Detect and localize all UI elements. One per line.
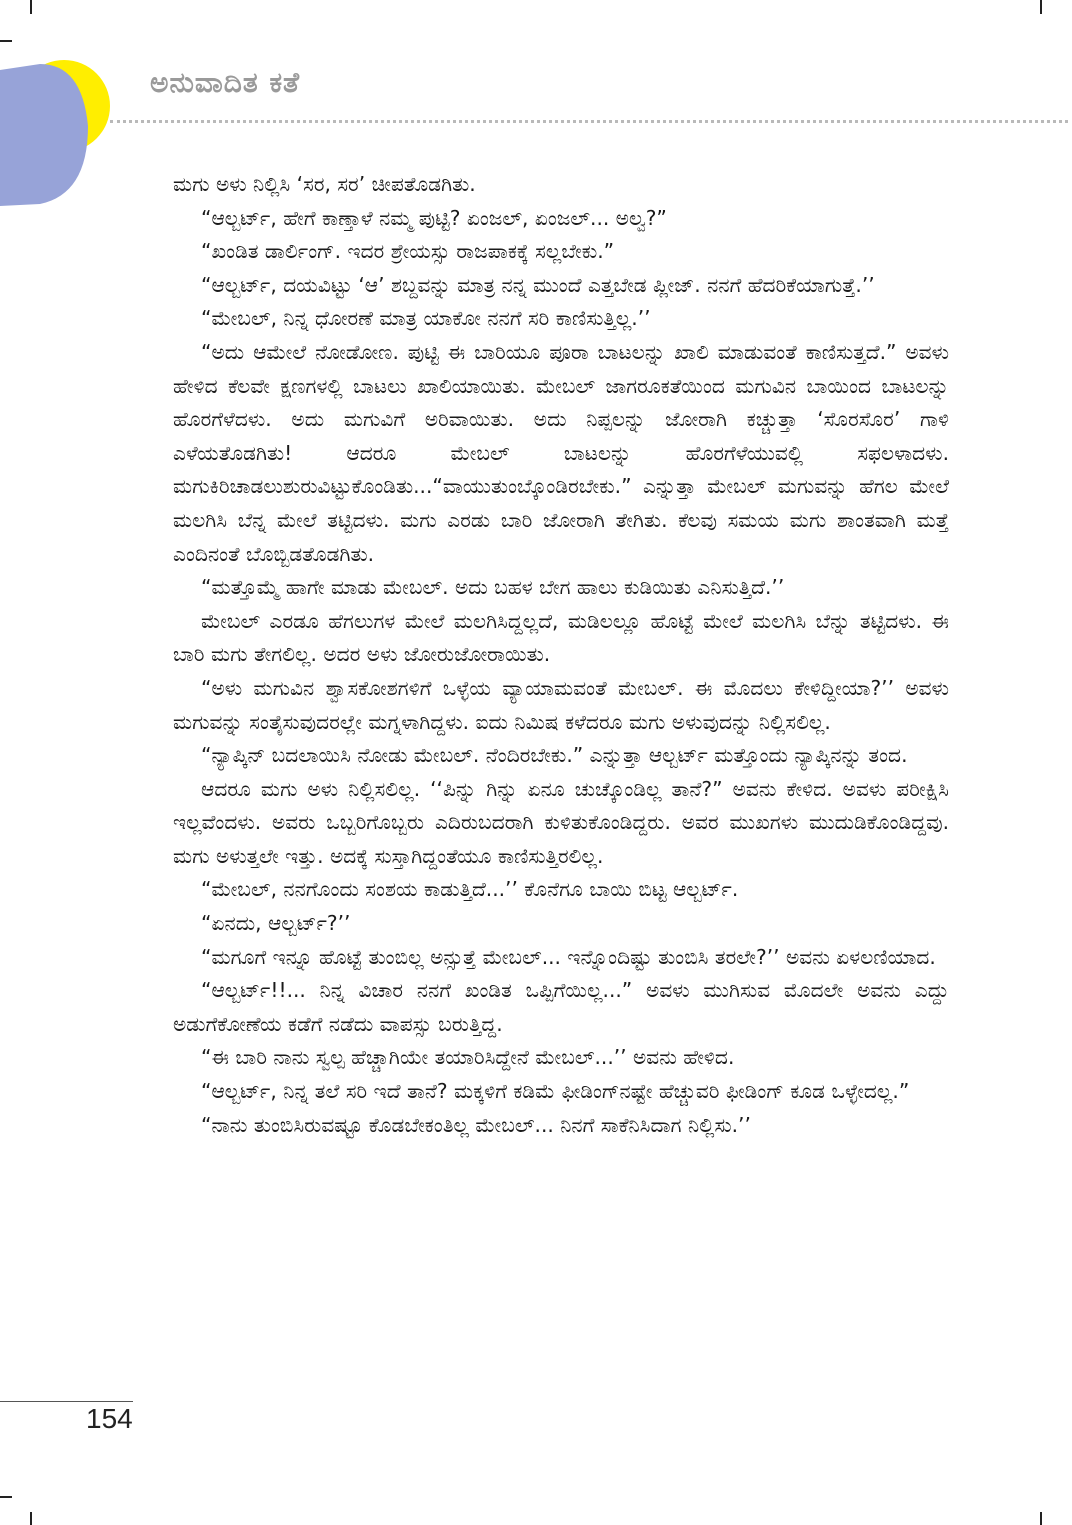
paragraph: “ಏನದು, ಆಲ್ಬರ್ಟ್?’’ xyxy=(201,911,351,936)
crop-mark-left-lower xyxy=(0,1496,12,1498)
paragraph: “ಆಲ್ಬರ್ಟ್!!... ನಿನ್ನ ವಿಚಾರ ನನಗೆ ಖಂಡಿತ ಒಪ್ಪಿಗೆಯಿಲ್ಲ...” ಅವಳು ಮುಗಿಸುವ ಮೊದಲೇ ಅವನು ಎದ್ದು ಅಡುಗೆಕೋಣೆಯ ಕಡೆಗೆ ನಡೆದು ವಾಪಸ್ಸು ಬರುತ್ತಿದ್ದ. xyxy=(173,978,949,1036)
paragraph: “ಈ ಬಾರಿ ನಾನು ಸ್ವಲ್ಪ ಹೆಚ್ಚಾಗಿಯೇ ತಯಾರಿಸಿದ್ದೇನೆ ಮೇಬಲ್...’’ ಅವನು ಹೇಳಿದ. xyxy=(201,1045,735,1070)
crop-mark-bottom-right xyxy=(1040,1512,1042,1525)
footer-divider xyxy=(0,1401,133,1402)
paragraph: “ಆಲ್ಬರ್ಟ್, ದಯವಿಟ್ಟು ‘ಆ’ ಶಬ್ದವನ್ನು ಮಾತ್ರ ನನ್ನ ಮುಂದೆ ಎತ್ತಬೇಡ ಪ್ಲೀಜ್. ನನಗೆ ಹೆದರಿಕೆಯಾಗುತ್ತೆ.’’ xyxy=(201,272,875,297)
header-dotted-divider xyxy=(110,120,1068,123)
crop-mark-bottom-left xyxy=(30,1512,32,1525)
section-title: ಅನುವಾದಿತ ಕತೆ xyxy=(150,66,301,99)
paragraph: “ಅದು ಆಮೇಲೆ ನೋಡೋಣ. ಪುಟ್ಟಿ ಈ ಬಾರಿಯೂ ಪೂರಾ ಬಾಟಲನ್ನು ಖಾಲಿ ಮಾಡುವಂತೆ ಕಾಣಿಸುತ್ತದೆ.” ಅವಳು ಹೇಳಿದ ಕೆಲವೇ ಕ್ಷಣಗಳಲ್ಲಿ ಬಾಟಲು ಖಾಲಿಯಾಯಿತು. ಮೇಬಲ್ ಜಾಗರೂಕತೆಯಿಂದ ಮಗುವಿನ ಬಾಯಿಂದ ಬಾಟಲನ್ನು ಹೊರಗೆಳೆದಳು. ಅದು ಮಗುವಿಗೆ ಅರಿವಾಯಿತು. ಅದು ನಿಪ್ಪಲನ್ನು ಜೋರಾಗಿ ಕಚ್ಚುತ್ತಾ ‘ಸೊರಸೊರ’ ಗಾಳಿ ಎಳೆಯತೊಡಗಿತು! ಆದರೂ ಮೇಬಲ್ ಬಾಟಲನ್ನು ಹೊರಗೆಳೆಯುವಲ್ಲಿ ಸಫಲಳಾದಳು. ಮಗುಕಿರಿಚಾಡಲುಶುರುವಿಟ್ಟುಕೊಂಡಿತು...“ವಾಯುತುಂಬ್ಕೊಂಡಿರಬೇಕು.” ಎನ್ನುತ್ತಾ ಮೇಬಲ್ ಮಗುವನ್ನು ಹೆಗಲ ಮೇಲೆ ಮಲಗಿಸಿ ಬೆನ್ನ ಮೇಲೆ ತಟ್ಟಿದಳು. ಮಗು ಎರಡು ಬಾರಿ ಜೋರಾಗಿ ತೇಗಿತು. ಕೆಲವು ಸಮಯ ಮಗು ಶಾಂತವಾಗಿ ಮತ್ತೆ ಎಂದಿನಂತೆ ಬೊಬ್ಬಿಡತೊಡಗಿತು. xyxy=(173,339,949,566)
paragraph: “ಖಂಡಿತ ಡಾರ್ಲಿಂಗ್. ಇದರ ಶ್ರೇಯಸ್ಸು ರಾಜಪಾಕಕ್ಕೆ ಸಲ್ಲಬೇಕು.” xyxy=(201,239,615,264)
page-number: 154 xyxy=(86,1403,133,1434)
paragraph: “ಅಳು ಮಗುವಿನ ಶ್ವಾಸಕೋಶಗಳಿಗೆ ಒಳ್ಳೆಯ ವ್ಯಾಯಾಮವಂತೆ ಮೇಬಲ್. ಈ ಮೊದಲು ಕೇಳಿದ್ದೀಯಾ?’’ ಅವಳು ಮಗುವನ್ನು ಸಂತೈಸುವುದರಲ್ಲೇ ಮಗ್ನಳಾಗಿದ್ದಳು. ಐದು ನಿಮಿಷ ಕಳೆದರೂ ಮಗು ಅಳುವುದನ್ನು ನಿಲ್ಲಿಸಲಿಲ್ಲ. xyxy=(173,675,949,734)
crop-mark-top-left xyxy=(30,0,32,14)
paragraph: “ಮಗೂಗೆ ಇನ್ನೂ ಹೊಟ್ಟೆ ತುಂಬಿಲ್ಲ ಅನ್ಸುತ್ತೆ ಮೇಬಲ್... ಇನ್ನೊಂದಿಷ್ಟು ತುಂಬಿಸಿ ತರಲೇ?’’ ಅವನು ಏಳಲಣಿಯಾದ. xyxy=(201,944,936,969)
corner-decoration-icon xyxy=(0,48,120,208)
paragraph: “ಆಲ್ಬರ್ಟ್, ನಿನ್ನ ತಲೆ ಸರಿ ಇದೆ ತಾನೆ? ಮಕ್ಕಳಿಗೆ ಕಡಿಮೆ ಫೀಡಿಂಗ್‌ನಷ್ಟೇ ಹೆಚ್ಚುವರಿ ಫೀಡಿಂಗ್ ಕೂಡ ಒಳ್ಳೇದಲ್ಲ.” xyxy=(201,1079,910,1104)
story-text xyxy=(173,168,949,1142)
paragraph: ಮಗು ಅಳು ನಿಲ್ಲಿಸಿ ‘ಸರ, ಸರ’ ಚೀಪತೊಡಗಿತು. xyxy=(173,172,476,196)
crop-mark-left-upper xyxy=(0,40,12,42)
crop-mark-top-right xyxy=(1040,0,1042,14)
paragraph: “ಮೇಬಲ್, ನಿನ್ನ ಧೋರಣೆ ಮಾತ್ರ ಯಾಕೋ ನನಗೆ ಸರಿ ಕಾಣಿಸುತ್ತಿಲ್ಲ.’’ xyxy=(201,306,651,331)
paragraph: ಮೇಬಲ್ ಎರಡೂ ಹೆಗಲುಗಳ ಮೇಲೆ ಮಲಗಿಸಿದ್ದಲ್ಲದೆ, ಮಡಿಲಲ್ಲೂ ಹೊಟ್ಟೆ ಮೇಲೆ ಮಲಗಿಸಿ ಬೆನ್ನು ತಟ್ಟಿದಳು. ಈ ಬಾರಿ ಮಗು ತೇಗಲಿಲ್ಲ. ಅದರ ಅಳು ಜೋರುಜೋರಾಯಿತು. xyxy=(173,608,949,667)
paragraph: “ನಾನು ತುಂಬಿಸಿರುವಷ್ಟೂ ಕೊಡಬೇಕಂತಿಲ್ಲ ಮೇಬಲ್... ನಿನಗೆ ಸಾಕೆನಿಸಿದಾಗ ನಿಲ್ಲಿಸು.’’ xyxy=(201,1112,751,1137)
paragraph: “ಮತ್ತೊಮ್ಮೆ ಹಾಗೇ ಮಾಡು ಮೇಬಲ್. ಅದು ಬಹಳ ಬೇಗ ಹಾಲು ಕುಡಿಯಿತು ಎನಿಸುತ್ತಿದೆ.’’ xyxy=(201,575,785,600)
paragraph: “ಮೇಬಲ್, ನನಗೊಂದು ಸಂಶಯ ಕಾಡುತ್ತಿದೆ...’’ ಕೊನೆಗೂ ಬಾಯಿ ಬಿಟ್ಟ ಆಲ್ಬರ್ಟ್. xyxy=(201,877,739,902)
paragraph: “ನ್ಯಾಪ್ಕಿನ್ ಬದಲಾಯಿಸಿ ನೋಡು ಮೇಬಲ್. ನೆಂದಿರಬೇಕು.” ಎನ್ನುತ್ತಾ ಆಲ್ಬರ್ಟ್ ಮತ್ತೊಂದು ನ್ಯಾಪ್ಕಿನನ್ನು ತಂದ. xyxy=(201,743,908,768)
paragraph: “ಆಲ್ಬರ್ಟ್, ಹೇಗೆ ಕಾಣ್ತಾಳೆ ನಮ್ಮ ಪುಟ್ಟಿ? ಏಂಜಲ್, ಏಂಜಲ್... ಅಲ್ವ?” xyxy=(201,205,667,230)
paragraph: ಆದರೂ ಮಗು ಅಳು ನಿಲ್ಲಿಸಲಿಲ್ಲ. ‘‘ಪಿನ್ನು ಗಿನ್ನು ಏನೂ ಚುಚ್ಕೊಂಡಿಲ್ಲ ತಾನೆ?” ಅವನು ಕೇಳಿದ. ಅವಳು ಪರೀಕ್ಷಿಸಿ ಇಲ್ಲವೆಂದಳು. ಅವರು ಒಬ್ಬರಿಗೊಬ್ಬರು ಎದಿರುಬದರಾಗಿ ಕುಳಿತುಕೊಂಡಿದ್ದರು. ಅವರ ಮುಖಗಳು ಮುದುಡಿಕೊಂಡಿದ್ದವು. ಮಗು ಅಳುತ್ತಲೇ ಇತ್ತು. ಅದಕ್ಕೆ ಸುಸ್ತಾಗಿದ್ದಂತೆಯೂ ಕಾಣಿಸುತ್ತಿರಲಿಲ್ಲ. xyxy=(173,776,949,868)
